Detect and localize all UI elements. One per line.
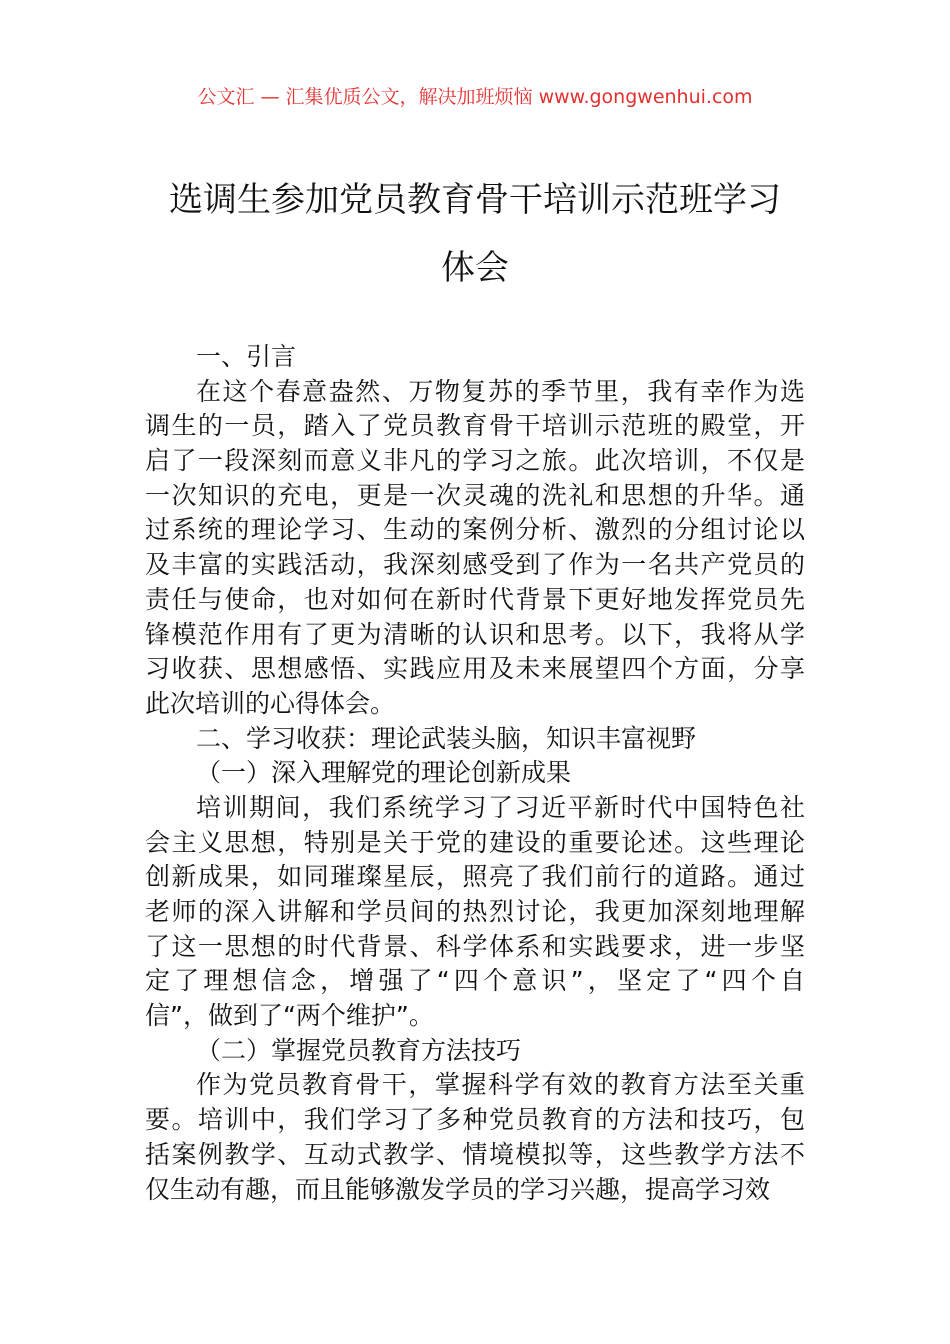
document-body bbox=[145, 340, 805, 1207]
section-heading bbox=[145, 722, 805, 757]
document-title-line-1: 选调生参加党员教育骨干培训示范班学习 bbox=[169, 180, 781, 220]
paragraph-line: 作为党员教育骨干，掌握科学有效的教育方法至关重 bbox=[196, 1070, 805, 1100]
section-heading bbox=[145, 340, 805, 375]
heading-text: 一、引言 bbox=[196, 342, 297, 371]
paragraph bbox=[145, 1068, 805, 1207]
section-heading bbox=[145, 756, 805, 791]
paragraph-line: 启了一段深刻而意义非凡的学习之旅。此次培训，不仅是 bbox=[145, 446, 805, 476]
paragraph-line: 老师的深入讲解和学员间的热烈讨论，我更加深刻地理解 bbox=[145, 897, 805, 926]
paragraph-line: 锋模范作用有了更为清晰的认识和思考。以下，我将从学 bbox=[145, 619, 805, 649]
paragraph-line: 习收获、思想感悟、实践应用及未来展望四个方面，分享 bbox=[145, 654, 805, 684]
paragraph-line: 定了理想信念，增强了“四个意识”，坚定了“四个自 bbox=[145, 966, 805, 996]
heading-text: 二、学习收获：理论武装头脑，知识丰富视野 bbox=[196, 723, 697, 753]
paragraph-line: 要。培训中，我们学习了多种党员教育的方法和技巧，包 bbox=[145, 1105, 805, 1135]
paragraph-line: 信”，做到了“两个维护”。 bbox=[145, 1001, 434, 1031]
paragraph-line: 过系统的理论学习、生动的案例分析、激烈的分组讨论以 bbox=[145, 515, 805, 545]
document-title-line-2: 体会 bbox=[441, 248, 509, 288]
paragraph bbox=[145, 375, 805, 722]
paragraph-line: 培训期间，我们系统学习了习近平新时代中国特色社 bbox=[196, 792, 805, 822]
paragraph-line: 括案例教学、互动式教学、情境模拟等，这些教学方法不 bbox=[145, 1139, 805, 1169]
paragraph-line: 在这个春意盎然、万物复苏的季节里，我有幸作为选 bbox=[196, 376, 805, 406]
section-heading bbox=[145, 1034, 805, 1069]
heading-text: （一）深入理解党的理论创新成果 bbox=[196, 758, 572, 788]
paragraph-line: 此次培训的心得体会。 bbox=[145, 688, 396, 718]
paragraph-line: 仅生动有趣，而且能够激发学员的学习兴趣，提高学习效 bbox=[145, 1174, 771, 1204]
paragraph-line: 了这一思想的时代背景、科学体系和实践要求，进一步坚 bbox=[145, 931, 805, 961]
paragraph-line: 调生的一员，踏入了党员教育骨干培训示范班的殿堂，开 bbox=[145, 411, 805, 441]
watermark-header: 公文汇 — 汇集优质公文，解决加班烦恼 www.gongwenhui.com bbox=[197, 86, 753, 108]
paragraph bbox=[145, 791, 805, 1034]
paragraph-line: 责任与使命，也对如何在新时代背景下更好地发挥党员先 bbox=[145, 584, 805, 614]
paragraph-line: 创新成果，如同璀璨星辰，照亮了我们前行的道路。通过 bbox=[145, 862, 805, 892]
heading-text: （二）掌握党员教育方法技巧 bbox=[196, 1035, 522, 1065]
paragraph-line: 会主义思想，特别是关于党的建设的重要论述。这些理论 bbox=[145, 827, 805, 857]
paragraph-line: 一次知识的充电，更是一次灵魂的洗礼和思想的升华。通 bbox=[145, 480, 805, 510]
paragraph-line: 及丰富的实践活动，我深刻感受到了作为一名共产党员的 bbox=[145, 550, 805, 580]
